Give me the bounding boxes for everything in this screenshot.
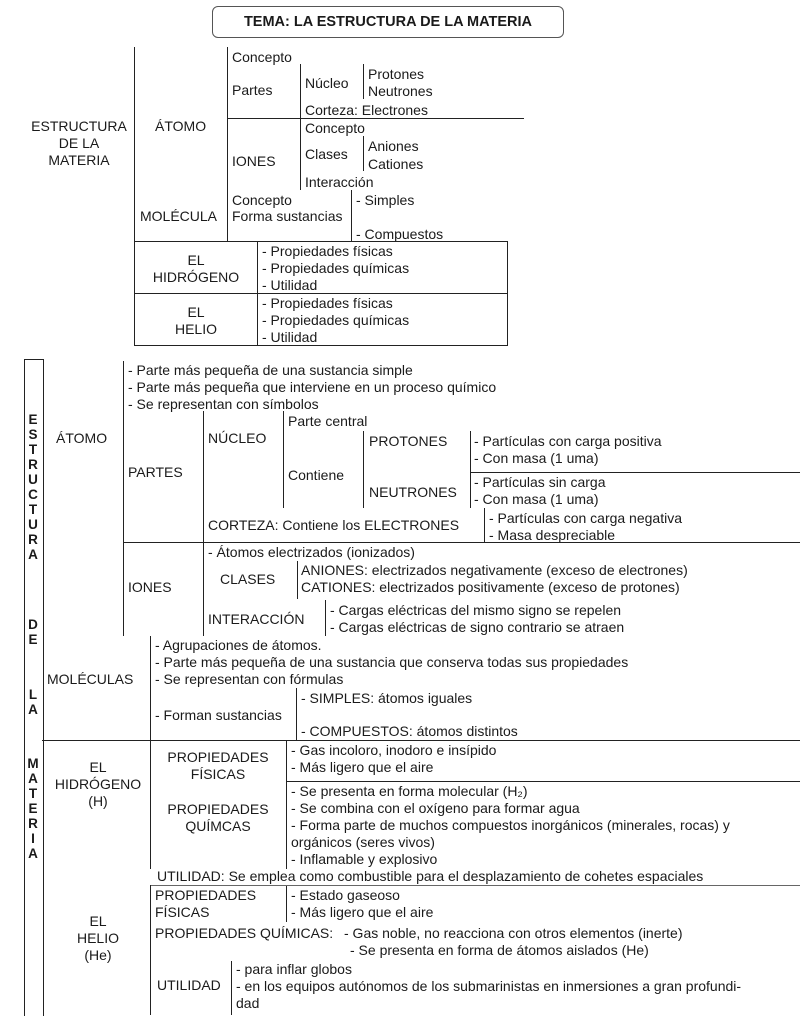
- list-item: - Se presenta en forma de átomos aislados (He): [350, 942, 649, 958]
- vertical-letter: R: [28, 816, 38, 831]
- vertical-letter: L: [28, 687, 38, 702]
- list-item: - Partículas con carga negativa: [489, 510, 682, 526]
- detail-moleculas-label: MOLÉCULAS: [47, 671, 134, 687]
- divider: [286, 740, 287, 869]
- summary-atomo-partes: Partes: [232, 82, 273, 98]
- label-line: EL: [89, 759, 107, 775]
- summary-iones-concepto: Concepto: [305, 120, 365, 136]
- divider: [484, 508, 485, 542]
- list-item: - Forma parte de muchos compuestos inorgánicos (minerales, rocas) y: [291, 817, 730, 833]
- vertical-letter: A: [28, 547, 38, 562]
- detail-clases: CLASES: [220, 571, 276, 587]
- list-item: - Con masa (1 uma): [474, 450, 599, 466]
- divider: [363, 136, 364, 171]
- summary-atomo-concepto: Concepto: [232, 49, 292, 65]
- root-line: ESTRUCTURA: [31, 118, 127, 134]
- page-title-text: TEMA: LA ESTRUCTURA DE LA MATERIA: [243, 14, 533, 30]
- label-line: EL: [89, 913, 107, 929]
- summary-molecula-label: MOLÉCULA: [140, 208, 218, 224]
- divider: [227, 118, 524, 119]
- summary-nucleo: Núcleo: [305, 75, 349, 91]
- list-item: - Masa despreciable: [489, 527, 616, 543]
- vertical-letter: U: [28, 472, 38, 487]
- helio-fisicas: [291, 887, 433, 921]
- hidrogeno-quimicas-label: [152, 801, 284, 835]
- divider: [300, 118, 301, 190]
- divider: [363, 64, 364, 99]
- label-line: FÍSICAS: [190, 766, 246, 782]
- atomo-defs: [128, 362, 496, 413]
- list-item: - Con masa (1 uma): [474, 491, 599, 507]
- label-line: HELIO: [174, 321, 217, 337]
- list-item: - Estado gaseoso: [291, 887, 400, 903]
- list-item: - Parte más pequeña de una sustancia que conserva todas sus propiedades: [155, 654, 629, 670]
- summary-aniones: Aniones: [368, 138, 419, 154]
- list-item: - Parte más pequeña de una sustancia simple: [128, 362, 413, 378]
- label-line: PROPIEDADES: [167, 749, 269, 765]
- divider: [203, 411, 204, 542]
- list-item: dad: [236, 995, 260, 1011]
- vertical-letter: I: [31, 831, 35, 846]
- vertical-letter: C: [28, 487, 38, 502]
- summary-cationes: Cationes: [368, 156, 424, 172]
- label-line: FÍSICAS: [155, 904, 210, 920]
- divider: [203, 542, 204, 636]
- divider: [351, 190, 352, 241]
- list-item: - Propiedades físicas: [262, 243, 393, 259]
- list-item: - para inflar globos: [236, 961, 352, 977]
- divider: [227, 47, 228, 241]
- root-line: MATERIA: [48, 152, 110, 168]
- vertical-letter: E: [28, 412, 38, 427]
- detail-simples: - SIMPLES: átomos iguales: [301, 690, 473, 706]
- summary-interaccion: Interacción: [305, 174, 374, 190]
- divider: [42, 740, 800, 741]
- list-item: - Se combina con el oxígeno para formar agua: [291, 800, 580, 816]
- summary-neutrones: Neutrones: [368, 83, 433, 99]
- vertical-letter: T: [28, 442, 38, 457]
- hidrogeno-fisicas: [291, 742, 496, 776]
- label-line: EL: [187, 304, 205, 320]
- summary-helio-label: [135, 304, 257, 338]
- root-line: DE LA: [58, 135, 100, 151]
- list-item: - Se presenta en forma molecular (H₂): [291, 783, 528, 799]
- protones-items: [474, 433, 662, 467]
- divider: [150, 885, 800, 886]
- detail-forman: - Forman sustancias: [155, 707, 282, 723]
- list-item: - Partículas con carga positiva: [474, 433, 662, 449]
- neutrones-items: [474, 474, 606, 508]
- list-item: orgánicos (seres vivos): [291, 834, 435, 850]
- detail-neutrones: NEUTRONES: [369, 484, 457, 500]
- list-item: - Cargas eléctricas de signo contrario se atraen: [330, 619, 625, 635]
- list-item: - Utilidad: [262, 277, 318, 293]
- detail-parte-central: Parte central: [288, 413, 368, 429]
- detail-interaccion: INTERACCIÓN: [208, 611, 305, 627]
- list-item: - Inflamable y explosivo: [291, 851, 438, 867]
- summary-protones: Protones: [368, 66, 425, 82]
- hidrogeno-utilidad: UTILIDAD: Se emplea como combustible para el desplazamiento de cohetes espaciales: [157, 868, 704, 884]
- label-line: HIDRÓGENO: [152, 269, 240, 285]
- list-item: - Se representan con fórmulas: [155, 671, 344, 687]
- divider: [325, 600, 326, 636]
- vertical-letter: T: [28, 502, 38, 517]
- vertical-letter: R: [28, 457, 38, 472]
- helio-fisicas-label: [155, 887, 256, 921]
- summary-compuestos: - Compuestos: [356, 226, 444, 242]
- detail-hidrogeno-label: [48, 759, 148, 810]
- summary-molecula-concepto: Concepto: [232, 192, 292, 208]
- divider: [286, 781, 800, 782]
- vertical-letter: D: [28, 617, 38, 632]
- detail-partes: PARTES: [128, 464, 183, 480]
- list-item: - Se representan con símbolos: [128, 396, 319, 412]
- summary-hidrogeno-items: [262, 243, 409, 294]
- divider: [296, 688, 297, 740]
- label-line: QUÍMCAS: [185, 818, 251, 834]
- vertical-letter: A: [28, 702, 38, 717]
- vertical-letter: U: [28, 517, 38, 532]
- detail-atomo-label: ÁTOMO: [56, 430, 108, 446]
- label-line: HELIO: [76, 930, 119, 946]
- summary-clases: Clases: [305, 146, 348, 162]
- label-line: (He): [84, 947, 112, 963]
- divider: [150, 740, 151, 869]
- vertical-letter: A: [28, 771, 38, 786]
- vertical-letter: S: [28, 427, 38, 442]
- helio-utilidad-label: UTILIDAD: [157, 977, 221, 993]
- detail-cationes: CATIONES: electrizados positivamente (exceso de protones): [301, 579, 680, 595]
- list-item: - en los equipos autónomos de los submarinistas en inmersiones a gran profundi-: [236, 978, 742, 994]
- detail-nucleo: NÚCLEO: [208, 430, 267, 446]
- summary-simples: - Simples: [356, 192, 415, 208]
- interaccion-items: [330, 602, 624, 636]
- divider: [286, 886, 287, 922]
- list-item: - Más ligero que el aire: [291, 759, 434, 775]
- label-line: PROPIEDADES: [167, 801, 269, 817]
- summary-root-label: [24, 118, 134, 169]
- summary-iones: IONES: [232, 153, 276, 169]
- list-item: - Gas noble, no reacciona con otros elementos (inerte): [344, 925, 683, 941]
- electrones-items: [489, 510, 682, 544]
- list-item: - Más ligero que el aire: [291, 904, 434, 920]
- divider: [123, 361, 124, 636]
- moleculas-defs: [155, 637, 628, 688]
- divider: [300, 64, 301, 118]
- vertical-letter: M: [27, 756, 39, 771]
- list-item: - Cargas eléctricas del mismo signo se repelen: [330, 602, 622, 618]
- iones-def: - Átomos electrizados (ionizados): [208, 544, 415, 560]
- list-item: - Utilidad: [262, 329, 318, 345]
- list-item: - Partículas sin carga: [474, 474, 606, 490]
- label-line: PROPIEDADES: [155, 887, 257, 903]
- list-item: - Propiedades físicas: [262, 295, 393, 311]
- summary-helio-items: [262, 295, 409, 346]
- detail-helio-label: [48, 913, 148, 964]
- label-line: HIDRÓGENO: [54, 776, 142, 792]
- page-title: [212, 6, 564, 38]
- divider: [297, 561, 298, 599]
- list-item: - Parte más pequeña que interviene en un proceso químico: [128, 379, 497, 395]
- list-item: - Agrupaciones de átomos.: [155, 637, 322, 653]
- divider: [231, 961, 232, 1015]
- detail-corteza: CORTEZA: Contiene los ELECTRONES: [208, 517, 460, 533]
- detail-contiene: Contiene: [288, 467, 345, 483]
- label-line: (H): [88, 793, 108, 809]
- vertical-letter: E: [28, 632, 38, 647]
- label-line: EL: [187, 252, 205, 268]
- divider: [123, 542, 800, 543]
- detail-protones: PROTONES: [369, 433, 448, 449]
- divider: [470, 431, 471, 508]
- divider: [150, 636, 151, 740]
- detail-iones: IONES: [128, 579, 172, 595]
- hidrogeno-quimicas: [291, 783, 730, 868]
- summary-hidrogeno-label: [135, 252, 257, 286]
- vertical-letter: A: [28, 846, 38, 861]
- divider: [283, 411, 284, 508]
- helio-utilidad: [236, 961, 741, 1012]
- detail-compuestos: - COMPUESTOS: átomos distintos: [301, 723, 518, 739]
- vertical-letter: T: [28, 786, 38, 801]
- vertical-letter: E: [28, 801, 38, 816]
- helio-quimicas-label: PROPIEDADES QUÍMICAS:: [155, 925, 334, 941]
- detail-aniones: ANIONES: electrizados negativamente (exceso de electrones): [301, 562, 688, 578]
- list-item: - Gas incoloro, inodoro e insípido: [291, 742, 497, 758]
- divider: [470, 472, 800, 473]
- vertical-letter: R: [28, 532, 38, 547]
- divider: [150, 885, 151, 1015]
- list-item: - Propiedades químicas: [262, 260, 410, 276]
- summary-atomo-label: ÁTOMO: [155, 118, 207, 134]
- list-item: - Propiedades químicas: [262, 312, 410, 328]
- hidrogeno-fisicas-label: [152, 749, 284, 783]
- summary-molecula-forma: Forma sustancias: [232, 208, 343, 224]
- divider: [363, 431, 364, 508]
- summary-corteza: Corteza: Electrones: [305, 102, 428, 118]
